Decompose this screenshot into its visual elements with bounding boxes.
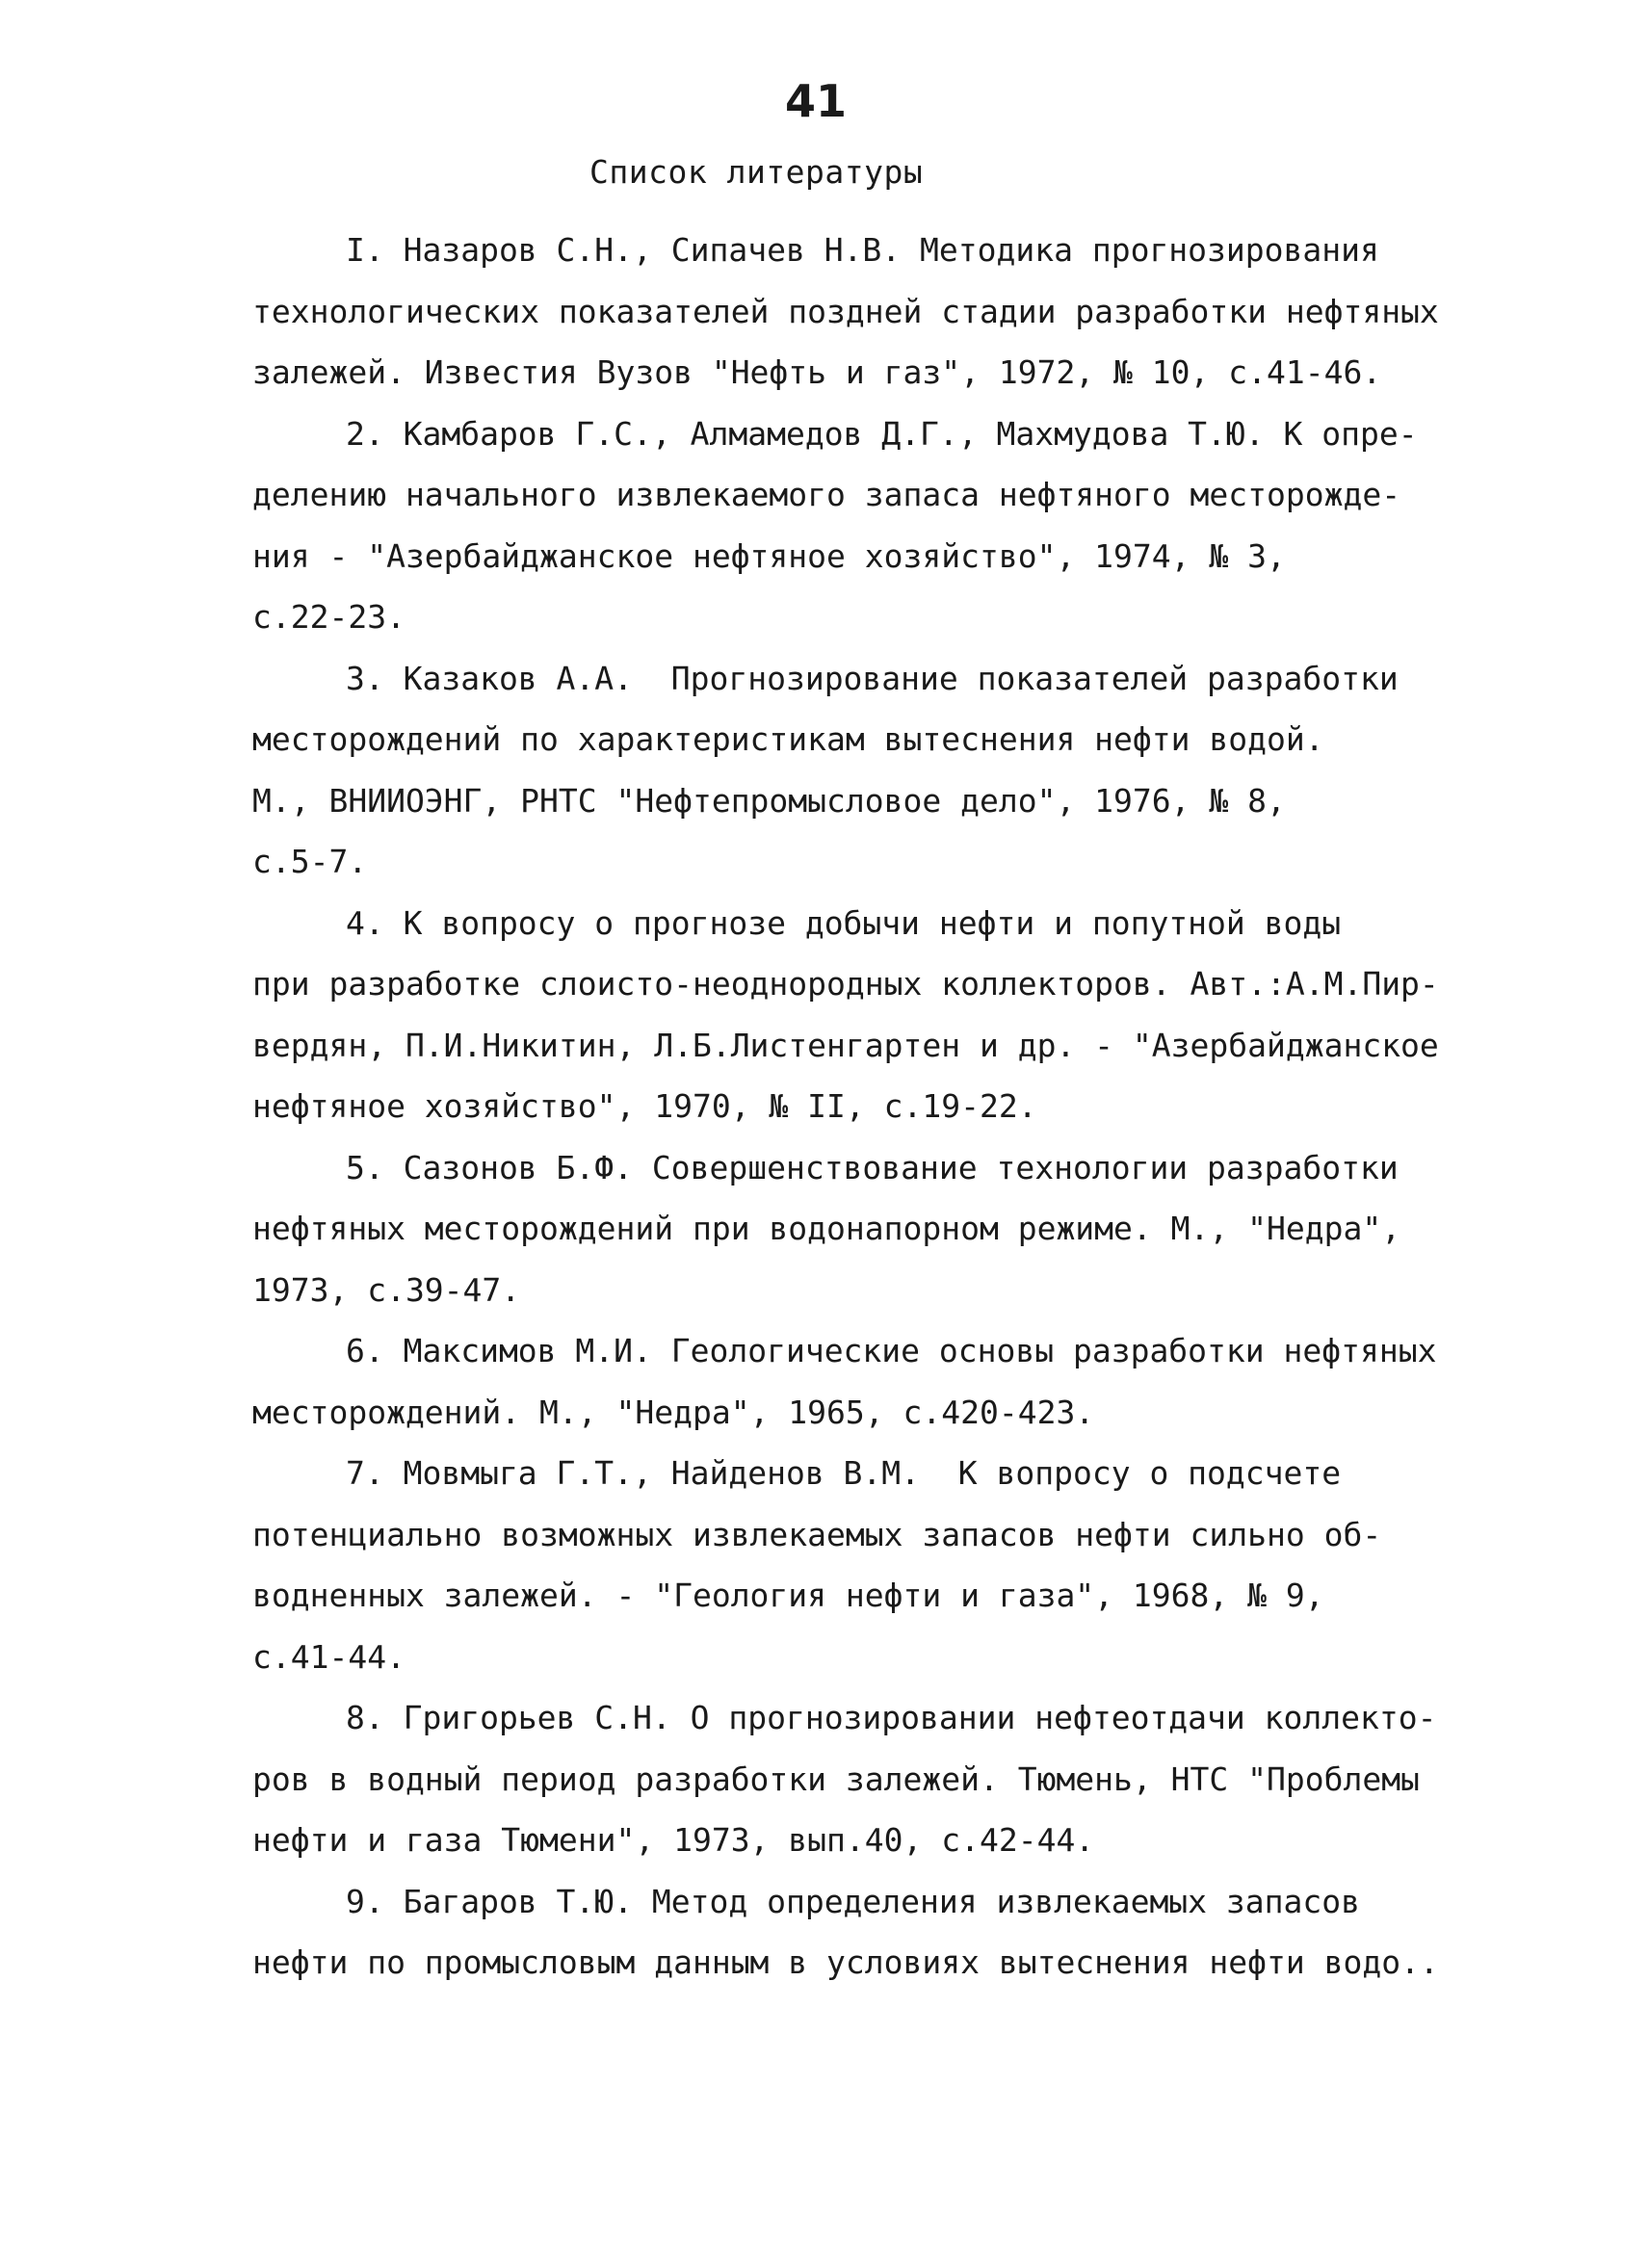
bibliography-entry-9 <box>252 1871 1439 1994</box>
bibliography-entry-6 <box>252 1320 1437 1443</box>
entry-line: I. Назаров С.Н., Сипачев Н.В. Методика прогнозирования <box>346 231 1379 269</box>
page-heading: Список литературы <box>589 153 924 191</box>
entry-line: 5. Сазонов Б.Ф. Совершенствование технологии разработки <box>346 1148 1399 1186</box>
entry-line: вердян, П.И.Никитин, Л.Б.Листенгартен и др. - "Азербайджанское <box>252 1026 1439 1064</box>
entry-line: 7. Мовмыга Г.Т., Найденов В.М. К вопросу о подсчете <box>346 1454 1342 1492</box>
entry-line: М., ВНИИОЭНГ, РНТС "Нефтепромысловое дело", 1976, № 8, <box>252 781 1286 820</box>
bibliography-entry-3 <box>252 648 1408 893</box>
entry-line: с.41-44. <box>252 1637 405 1676</box>
bibliography-entry-5 <box>252 1137 1408 1321</box>
bibliography-entry-2 <box>252 404 1418 648</box>
entry-line: ров в водный период разработки залежей. Тюмень, НТС "Проблемы <box>252 1760 1420 1798</box>
entry-line: делению начального извлекаемого запаса нефтяного месторожде- <box>252 476 1401 513</box>
bibliography-entry-8 <box>252 1687 1437 1871</box>
entry-line: 8. Григорьев С.Н. О прогнозировании нефтеотдачи коллекто- <box>346 1699 1437 1736</box>
entry-line: потенциально возможных извлекаемых запасов нефти сильно об- <box>252 1515 1382 1553</box>
bibliography-entry-1 <box>252 220 1439 404</box>
entry-line: нефтяных месторождений при водонапорном режиме. М., "Недра", <box>252 1210 1401 1247</box>
entry-line: 1973, с.39-47. <box>252 1270 521 1309</box>
entry-line: нефтяное хозяйство", 1970, № II, с.19-22. <box>252 1087 1037 1125</box>
entry-line: 3. Казаков А.А. Прогнозирование показателей разработки <box>346 659 1399 697</box>
bibliography-entry-4 <box>252 893 1439 1137</box>
entry-line: с.5-7. <box>252 843 368 880</box>
page-number: 41 <box>785 75 848 127</box>
entry-line: водненных залежей. - "Геология нефти и газа", 1968, № 9, <box>252 1577 1324 1614</box>
entry-line: ния - "Азербайджанское нефтяное хозяйство", 1974, № 3, <box>252 536 1286 575</box>
entry-line: месторождений. М., "Недра", 1965, с.420-423. <box>252 1393 1095 1431</box>
bibliography-list <box>252 220 1439 1994</box>
entry-line: технологических показателей поздней стадии разработки нефтяных <box>252 292 1439 330</box>
entry-line: 2. Камбаров Г.С., Алмамедов Д.Г., Махмудова Т.Ю. К опре- <box>346 414 1418 453</box>
entry-line: месторождений по характеристикам вытеснения нефти водой. <box>252 720 1324 758</box>
entry-line: 4. К вопросу о прогнозе добычи нефти и попутной воды <box>346 903 1342 942</box>
entry-line: залежей. Известия Вузов "Нефть и газ", 1972, № 10, с.41-46. <box>252 353 1382 391</box>
bibliography-entry-7 <box>252 1443 1408 1687</box>
entry-line: при разработке слоисто-неоднородных коллекторов. Авт.:А.М.Пир- <box>252 965 1439 1003</box>
entry-line: 9. Багаров Т.Ю. Метод определения извлекаемых запасов <box>346 1882 1360 1920</box>
entry-line: нефти по промысловым данным в условиях вытеснения нефти водо.. <box>252 1943 1439 1981</box>
entry-line: нефти и газа Тюмени", 1973, вып.40, с.42-44. <box>252 1821 1095 1859</box>
entry-line: с.22-23. <box>252 598 405 636</box>
entry-line: 6. Максимов М.И. Геологические основы разработки нефтяных <box>346 1332 1437 1369</box>
